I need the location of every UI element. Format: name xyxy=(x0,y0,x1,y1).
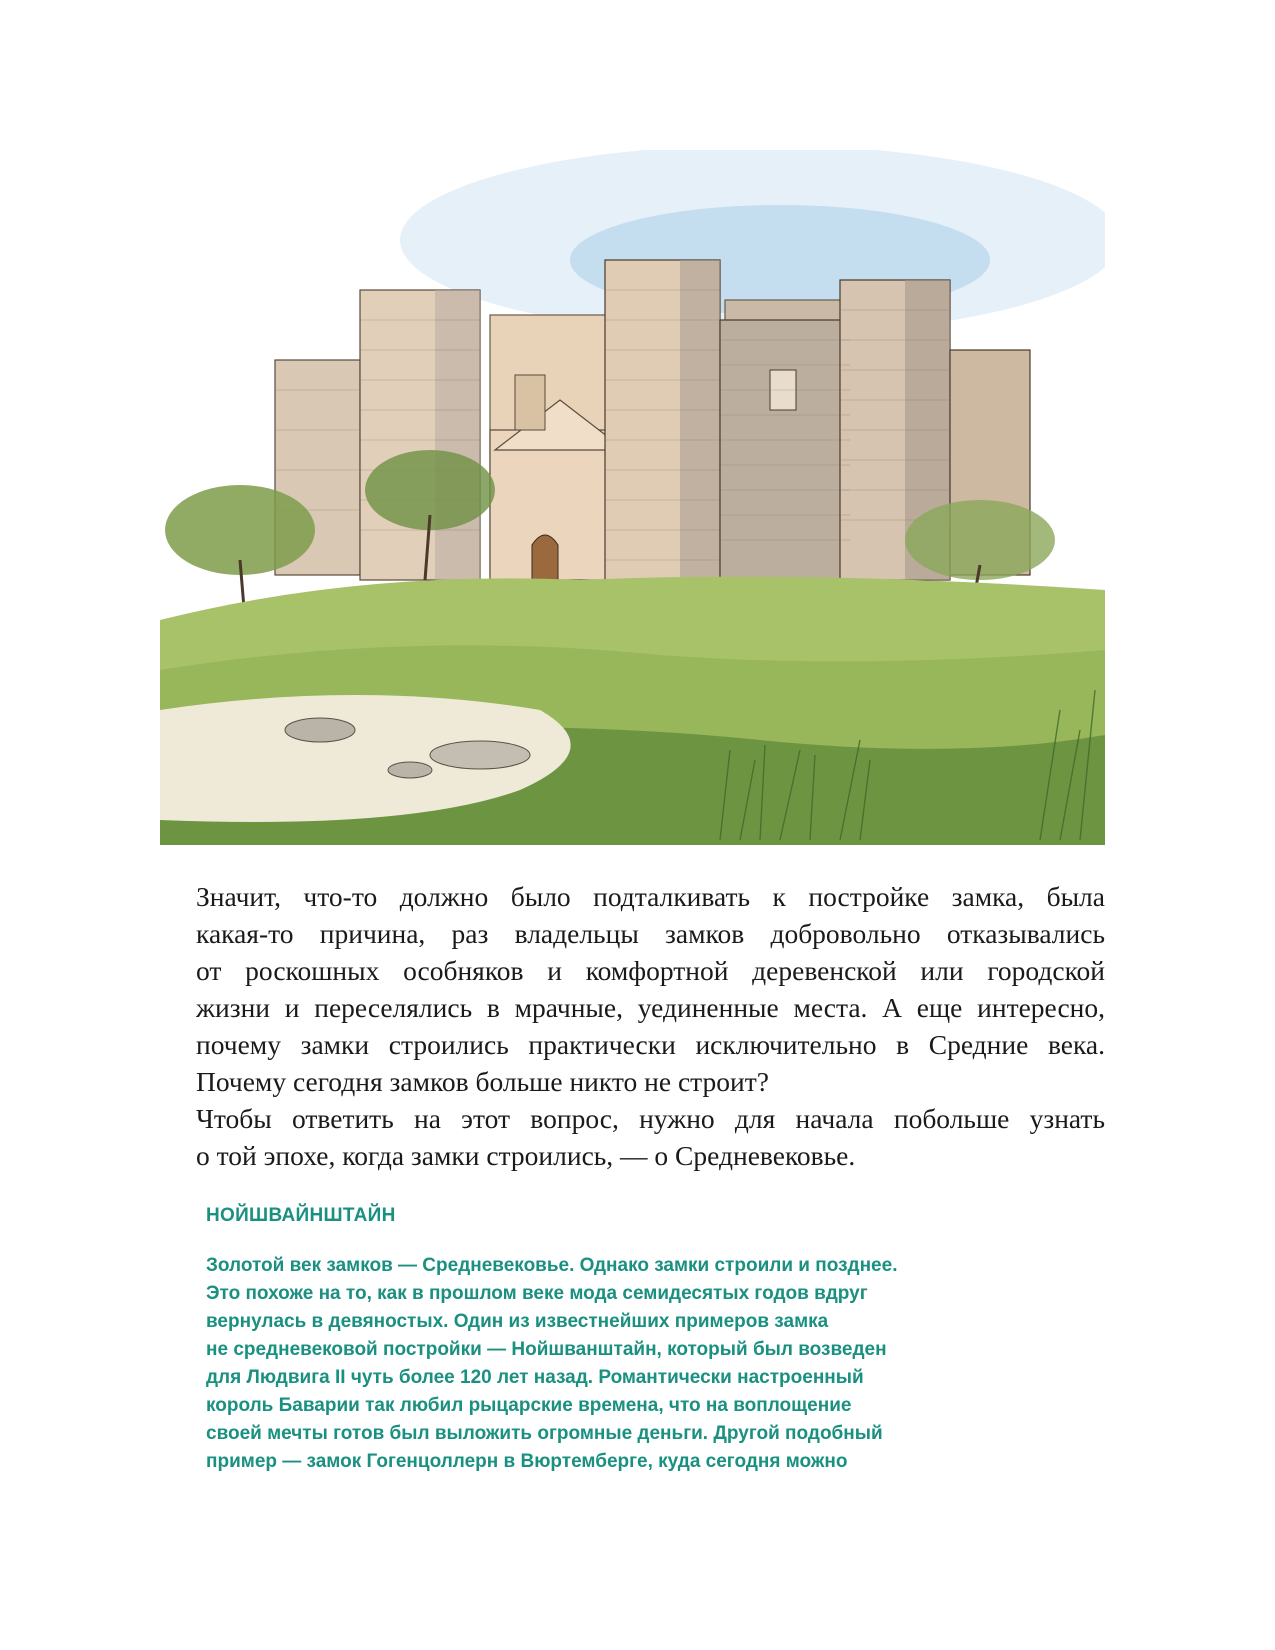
sidebar-line: король Баварии так любил рыцарские времена, что на воплощение xyxy=(206,1395,852,1416)
main-text xyxy=(160,878,1105,1174)
sidebar-line: для Людвига II чуть более 120 лет назад. Романтически настроенный xyxy=(206,1367,864,1388)
text-line: о той эпохе, когда замки строились, — о Средневековье. xyxy=(196,1140,856,1171)
sidebar-line: пример — замок Гогенцоллерн в Вюртемберге, куда сегодня можно xyxy=(206,1451,848,1472)
text-line: от роскошных особняков и комфортной деревенской или городской xyxy=(196,955,1105,986)
text-line: Почему сегодня замков больше никто не строит? xyxy=(196,1066,769,1097)
castle-illustration xyxy=(160,150,1105,845)
text-line: какая-то причина, раз владельцы замков добровольно отказывались xyxy=(196,918,1105,949)
sidebar-title: НОЙШВАЙНШТАЙН xyxy=(206,1205,396,1226)
sidebar-line: не средневековой постройки — Нойшванштайн, который был возведен xyxy=(206,1339,887,1360)
sidebar-line: вернулась в девяностых. Один из известнейших примеров замка xyxy=(206,1311,829,1332)
sidebar-note xyxy=(206,1204,1086,1476)
text-line: Чтобы ответить на этот вопрос, нужно для начала побольше узнать xyxy=(196,1103,1105,1134)
sidebar-text xyxy=(206,1252,1086,1476)
sidebar-line: своей мечты готов был выложить огромные деньги. Другой подобный xyxy=(206,1423,883,1444)
sidebar-line: Золотой век замков — Средневековье. Однако замки строили и позднее. xyxy=(206,1255,898,1276)
text-line: жизни и переселялись в мрачные, уединенные места. А еще интересно, xyxy=(196,992,1105,1023)
text-line: Значит, что-то должно было подталкивать к постройке замка, была xyxy=(196,881,1105,912)
text-line: почему замки строились практически исключительно в Средние века. xyxy=(196,1029,1105,1060)
sidebar-line: Это похоже на то, как в прошлом веке мода семидесятых годов вдруг xyxy=(206,1283,868,1304)
paragraph-1 xyxy=(160,878,1105,1100)
paragraph-2 xyxy=(160,1100,1105,1174)
